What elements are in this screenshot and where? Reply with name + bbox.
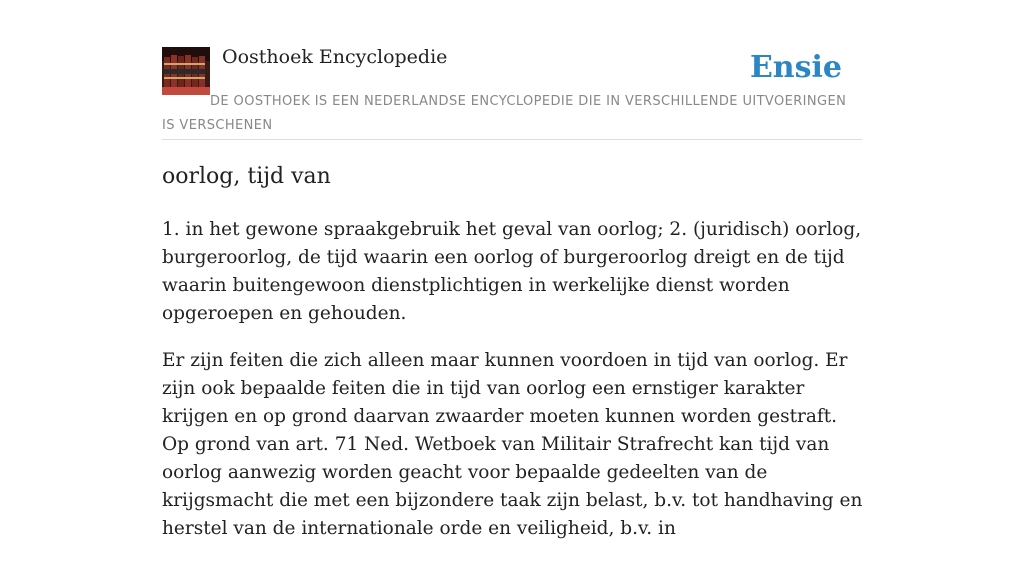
- article-title: oorlog, tijd van: [162, 164, 331, 189]
- article-paragraph: Er zijn feiten die zich alleen maar kunnen voordoen in tijd van oorlog. Er zijn ook bepaalde feiten die in tijd van oorlog een ernstiger karakter krijgen en op grond daarvan zwaarder moeten kunnen worden gestraft. Op grond van art. 71 Ned. Wetboek van Militair Strafrecht kan tijd van oorlog aanwezig worden geacht voor bepaalde gedeelten van de krijgsmacht die met een bijzondere taak zijn belast, b.v. tot handhaving en herstel van de internationale orde en veiligheid, b.v. in: [162, 350, 863, 539]
- encyclopedia-books-icon: [162, 47, 210, 95]
- source-description: DE OOSTHOEK IS EEN NEDERLANDSE ENCYCLOPEDIE DIE IN VERSCHILLENDE UITVOERINGEN IS VERSCHENEN: [162, 94, 847, 133]
- header-divider: [162, 139, 862, 140]
- source-avatar[interactable]: [162, 47, 210, 95]
- article-body: [162, 216, 867, 562]
- brand-logo-link[interactable]: Ensie: [749, 50, 842, 85]
- source-name[interactable]: Oosthoek Encyclopedie: [222, 46, 448, 68]
- article-paragraph: 1. in het gewone spraakgebruik het geval van oorlog; 2. (juridisch) oorlog, burgeroorlog, de tijd waarin een oorlog of burgeroorlog dreigt en de tijd waarin buitengewoon dienstplichtigen in werkelijke dienst worden opgeroepen en gehouden.: [162, 219, 862, 324]
